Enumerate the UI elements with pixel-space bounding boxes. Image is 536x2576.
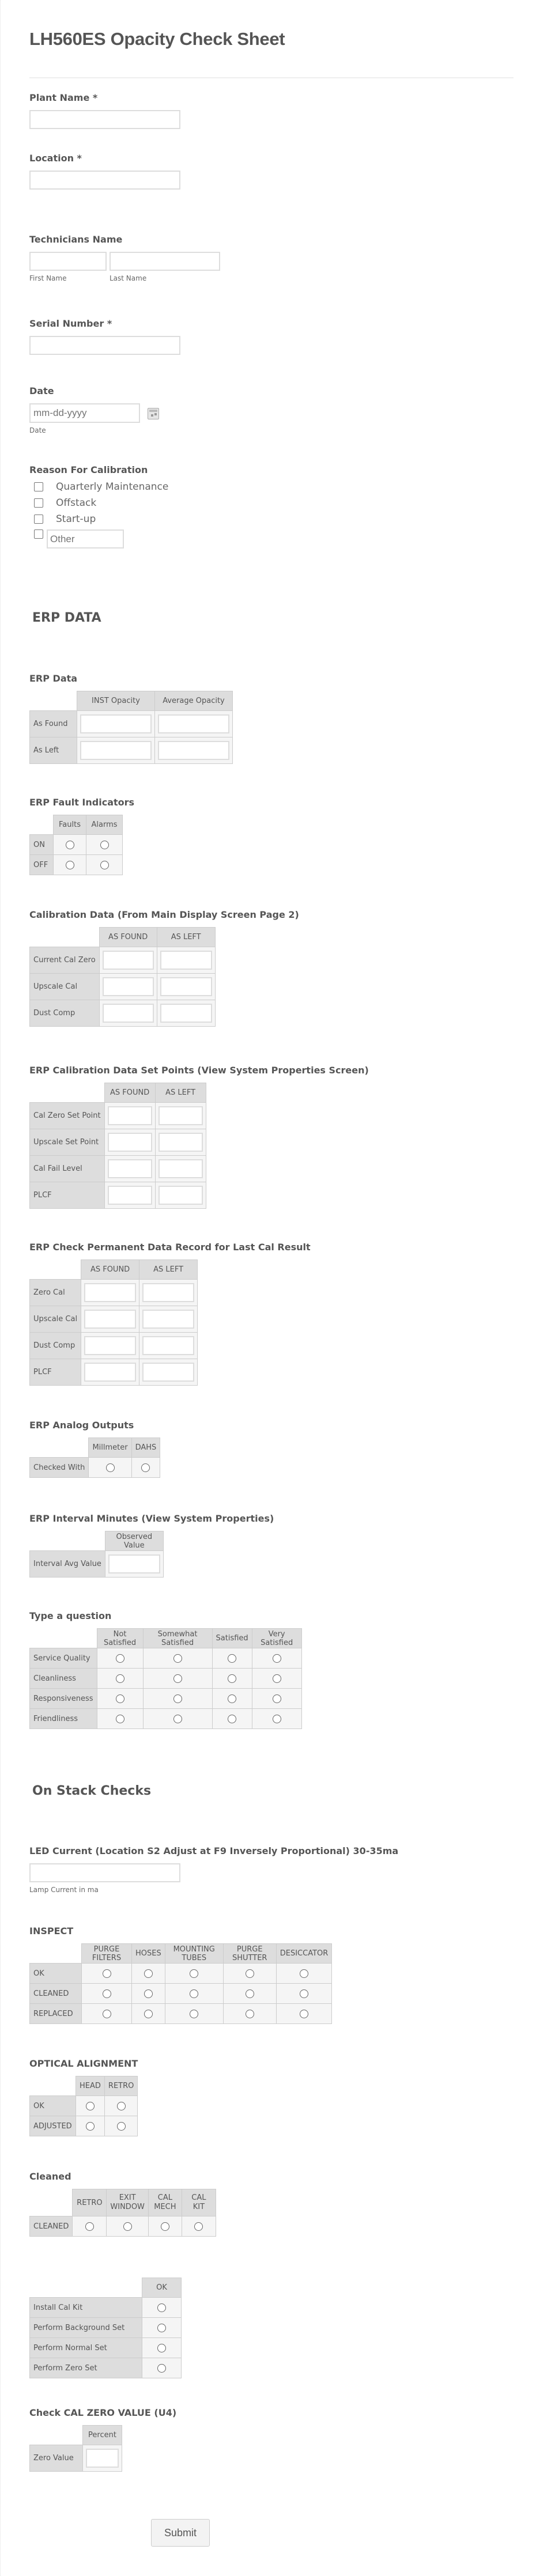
row-label: PLCF: [30, 1182, 105, 1209]
optical-alignment-label: OPTICAL ALIGNMENT: [29, 2058, 138, 2069]
plcf-as-found-input[interactable]: [108, 1186, 152, 1205]
radio-ok-hoses[interactable]: [144, 1969, 153, 1978]
column-header: Very Satisfied: [252, 1629, 301, 1648]
column-header: HEAD: [76, 2076, 105, 2096]
cleaned-label: Cleaned: [29, 2171, 71, 2182]
form-header: [29, 29, 285, 50]
column-header: AS FOUND: [104, 1083, 155, 1103]
row-label: Perform Background Set: [30, 2318, 142, 2338]
radio-perform-zero-set-ok[interactable]: [157, 2364, 166, 2373]
dust-comp-record-as-left-input[interactable]: [142, 1336, 194, 1355]
column-header: OK: [142, 2278, 182, 2298]
upscale-set-point-as-found-input[interactable]: [108, 1133, 152, 1152]
row-label: OK: [30, 1964, 82, 1984]
radio-friendliness-not-satisfied[interactable]: [116, 1715, 124, 1723]
row-label: CLEANED: [30, 2216, 73, 2237]
cal-fail-level-as-found-input[interactable]: [108, 1159, 152, 1178]
column-header: PURGE SHUTTER: [223, 1944, 276, 1964]
radio-replaced-desiccator[interactable]: [300, 2010, 308, 2018]
radio-cleanliness-satisfied[interactable]: [228, 1674, 236, 1683]
other-input[interactable]: [47, 529, 124, 549]
radio-checked-with-dahs[interactable]: [141, 1463, 150, 1472]
column-header: HOSES: [132, 1944, 165, 1964]
row-label: OFF: [30, 855, 54, 875]
row-label: Cal Zero Set Point: [30, 1103, 105, 1129]
row-label: PLCF: [30, 1359, 81, 1386]
calendar-icon[interactable]: [148, 408, 159, 419]
last-name-sublabel: Last Name: [110, 274, 147, 282]
field-erp-calibration-set-points: [29, 1065, 369, 1209]
column-header: DESICCATOR: [276, 1944, 332, 1964]
as-left-inst-opacity-input[interactable]: [80, 741, 152, 760]
radio-ok-purge-filters[interactable]: [103, 1969, 111, 1978]
set-points-matrix: [29, 1083, 206, 1209]
zero-value-percent-input[interactable]: [86, 2449, 119, 2468]
column-header: CAL MECH: [148, 2189, 182, 2216]
radio-cleaned-purge-shutter[interactable]: [246, 1989, 254, 1998]
row-label: ON: [30, 835, 54, 855]
cal-zero-set-point-as-found-input[interactable]: [108, 1106, 152, 1125]
header-divider: [29, 77, 514, 78]
cal-zero-value-matrix: [29, 2425, 122, 2472]
page-title: LH560ES Opacity Check Sheet: [29, 29, 285, 49]
field-permanent-data-record: [29, 1242, 311, 1386]
row-label: REPLACED: [30, 2004, 82, 2024]
plcf-record-as-found-input[interactable]: [84, 1363, 136, 1382]
plant-name-label: Plant Name *: [29, 92, 98, 103]
radio-ok-head[interactable]: [86, 2102, 95, 2110]
upscale-set-point-as-left-input[interactable]: [158, 1133, 203, 1152]
cal-zero-value-label: Check CAL ZERO VALUE (U4): [29, 2407, 177, 2418]
first-name-sublabel: First Name: [29, 274, 67, 282]
first-name-input[interactable]: [29, 252, 107, 271]
row-label: Dust Comp: [30, 1000, 100, 1027]
row-label: Service Quality: [30, 1648, 97, 1669]
upscale-cal-as-found-input[interactable]: [103, 977, 154, 996]
optical-alignment-matrix: [29, 2076, 138, 2136]
field-led-current: [29, 1845, 398, 1894]
submit-button[interactable]: Submit: [151, 2519, 210, 2547]
radio-cleaned-exit-window[interactable]: [123, 2222, 132, 2231]
location-input[interactable]: [29, 171, 180, 190]
reason-option-offstack[interactable]: [34, 497, 168, 509]
checkbox[interactable]: [34, 498, 43, 508]
column-header: Millmeter: [89, 1438, 131, 1458]
checkbox[interactable]: [34, 515, 43, 524]
date-input[interactable]: [29, 403, 140, 423]
row-label: Cal Fail Level: [30, 1156, 105, 1182]
radio-responsiveness-somewhat-satisfied[interactable]: [173, 1694, 182, 1703]
column-header: PURGE FILTERS: [82, 1944, 132, 1964]
fault-indicators-label: ERP Fault Indicators: [29, 797, 135, 808]
dust-comp-as-found-input[interactable]: [103, 1004, 154, 1023]
radio-responsiveness-satisfied[interactable]: [228, 1694, 236, 1703]
radio-cleanliness-very-satisfied[interactable]: [273, 1674, 281, 1683]
option-label: Start-up: [56, 513, 96, 525]
as-found-average-opacity-input[interactable]: [158, 714, 229, 733]
field-optical-alignment: [29, 2058, 138, 2136]
row-label: Zero Cal: [30, 1280, 81, 1306]
column-header: INST Opacity: [77, 691, 155, 711]
column-header: DAHS: [131, 1438, 160, 1458]
radio-ok-purge-shutter[interactable]: [246, 1969, 254, 1978]
column-header: Satisfied: [212, 1629, 252, 1648]
calibration-data-matrix: [29, 927, 216, 1027]
column-header: Somewhat Satisfied: [143, 1629, 212, 1648]
radio-replaced-mounting-tubes[interactable]: [190, 2010, 198, 2018]
column-header: Alarms: [86, 815, 123, 835]
reason-label: Reason For Calibration: [29, 464, 148, 475]
column-header: EXIT WINDOW: [107, 2189, 149, 2216]
radio-service-quality-not-satisfied[interactable]: [116, 1654, 124, 1663]
row-label: Interval Avg Value: [30, 1551, 105, 1578]
column-header: Average Opacity: [155, 691, 233, 711]
row-label: Dust Comp: [30, 1333, 81, 1359]
field-serial-number: [29, 318, 180, 355]
field-erp-data: [29, 673, 233, 764]
date-label: Date: [29, 385, 54, 396]
radio-checked-with-millmeter[interactable]: [106, 1463, 115, 1472]
row-label: Friendliness: [30, 1709, 97, 1729]
radio-cleanliness-somewhat-satisfied[interactable]: [173, 1674, 182, 1683]
field-reason-for-calibration: [29, 464, 168, 553]
column-header: AS LEFT: [157, 928, 215, 947]
radio-friendliness-very-satisfied[interactable]: [273, 1715, 281, 1723]
row-label: Zero Value: [30, 2445, 83, 2472]
reason-option-quarterly-maintenance[interactable]: [34, 481, 168, 493]
current-cal-zero-as-left-input[interactable]: [160, 951, 212, 970]
on-stack-checks-heading: On Stack Checks: [32, 1784, 152, 1798]
field-erp-analog-outputs: [29, 1420, 160, 1478]
radio-replaced-purge-filters[interactable]: [103, 2010, 111, 2018]
interval-minutes-matrix: [29, 1531, 164, 1578]
column-header: AS FOUND: [99, 928, 157, 947]
upscale-cal-as-left-input[interactable]: [160, 977, 212, 996]
row-label: Perform Normal Set: [30, 2338, 142, 2358]
technicians-name-label: Technicians Name: [29, 234, 123, 245]
last-name-input[interactable]: [110, 252, 220, 271]
field-date: [29, 385, 159, 434]
led-current-sublabel: Lamp Current in ma: [29, 1886, 99, 1894]
on-stack-checks-section-header: [32, 1784, 151, 1798]
radio-cleaned-hoses[interactable]: [144, 1989, 153, 1998]
question-label: Type a question: [29, 1610, 112, 1621]
option-label: Quarterly Maintenance: [56, 481, 169, 493]
current-cal-zero-as-found-input[interactable]: [103, 951, 154, 970]
analog-outputs-matrix: [29, 1438, 160, 1478]
erp-data-heading: ERP DATA: [32, 611, 101, 625]
radio-service-quality-very-satisfied[interactable]: [273, 1654, 281, 1663]
as-left-average-opacity-input[interactable]: [158, 741, 229, 760]
cal-zero-set-point-as-left-input[interactable]: [158, 1106, 203, 1125]
upscale-cal-record-as-left-input[interactable]: [142, 1310, 194, 1329]
radio-friendliness-satisfied[interactable]: [228, 1715, 236, 1723]
cal-kit-steps-matrix: [29, 2278, 182, 2378]
serial-number-label: Serial Number *: [29, 318, 112, 329]
permanent-record-label: ERP Check Permanent Data Record for Last Cal Result: [29, 1242, 311, 1253]
radio-ok-desiccator[interactable]: [300, 1969, 308, 1978]
inspect-matrix: [29, 1943, 332, 2024]
led-current-input[interactable]: [29, 1863, 180, 1882]
checkbox[interactable]: [34, 482, 43, 491]
interval-minutes-label: ERP Interval Minutes (View System Properties): [29, 1513, 274, 1524]
radio-perform-normal-set-ok[interactable]: [157, 2344, 166, 2352]
row-label: ADJUSTED: [30, 2116, 76, 2136]
interval-avg-value-input[interactable]: [108, 1554, 160, 1573]
reason-option-other[interactable]: [34, 529, 168, 549]
date-sublabel: Date: [29, 426, 46, 434]
radio-ok-mounting-tubes[interactable]: [190, 1969, 198, 1978]
radio-cleaned-desiccator[interactable]: [300, 1989, 308, 1998]
inspect-label: INSPECT: [29, 1926, 74, 1936]
column-header: AS FOUND: [81, 1260, 139, 1280]
row-label: OK: [30, 2096, 76, 2116]
radio-off-faults[interactable]: [66, 861, 74, 869]
field-type-a-question: [29, 1610, 302, 1729]
field-location: [29, 153, 180, 190]
row-label: Perform Zero Set: [30, 2358, 142, 2378]
radio-install-cal-kit-ok[interactable]: [157, 2303, 166, 2312]
set-points-label: ERP Calibration Data Set Points (View System Properties Screen): [29, 1065, 369, 1076]
radio-replaced-purge-shutter[interactable]: [246, 2010, 254, 2018]
field-plant-name: [29, 92, 180, 129]
column-header: RETRO: [73, 2189, 107, 2216]
column-header: CAL KIT: [182, 2189, 216, 2216]
checkbox[interactable]: [34, 529, 43, 539]
column-header: AS LEFT: [155, 1083, 206, 1103]
row-label: Upscale Set Point: [30, 1129, 105, 1156]
radio-cleaned-cal-mech[interactable]: [161, 2222, 169, 2231]
radio-off-alarms[interactable]: [100, 861, 109, 869]
dust-comp-record-as-found-input[interactable]: [84, 1336, 136, 1355]
location-label: Location *: [29, 153, 82, 164]
radio-service-quality-satisfied[interactable]: [228, 1654, 236, 1663]
erp-data-label: ERP Data: [29, 673, 78, 684]
field-erp-fault-indicators: [29, 797, 134, 875]
radio-cleaned-cal-kit[interactable]: [194, 2222, 203, 2231]
field-erp-interval-minutes: [29, 1513, 274, 1578]
row-label: Cleanliness: [30, 1669, 97, 1689]
calibration-data-label: Calibration Data (From Main Display Screen Page 2): [29, 909, 299, 920]
field-cal-zero-value: [29, 2407, 176, 2472]
radio-cleanliness-not-satisfied[interactable]: [116, 1674, 124, 1683]
upscale-cal-record-as-found-input[interactable]: [84, 1310, 136, 1329]
radio-on-alarms[interactable]: [100, 841, 109, 849]
led-current-label: LED Current (Location S2 Adjust at F9 Inversely Proportional) 30-35ma: [29, 1845, 399, 1856]
serial-number-input[interactable]: [29, 336, 180, 355]
column-header: AS LEFT: [139, 1260, 198, 1280]
zero-cal-as-found-input[interactable]: [84, 1283, 136, 1302]
zero-cal-as-left-input[interactable]: [142, 1283, 194, 1302]
row-label: As Left: [30, 737, 77, 764]
option-label: Offstack: [56, 497, 97, 509]
row-label: Install Cal Kit: [30, 2298, 142, 2318]
row-label: As Found: [30, 711, 77, 737]
radio-friendliness-somewhat-satisfied[interactable]: [173, 1715, 182, 1723]
fault-indicators-matrix: [29, 815, 123, 875]
column-header: Faults: [54, 815, 86, 835]
row-label: Responsiveness: [30, 1689, 97, 1709]
column-header: Percent: [83, 2426, 122, 2445]
radio-cleaned-retro[interactable]: [85, 2222, 94, 2231]
field-technicians-name: [29, 234, 220, 282]
column-header: Observed Value: [105, 1531, 163, 1551]
radio-responsiveness-very-satisfied[interactable]: [273, 1694, 281, 1703]
radio-perform-background-set-ok[interactable]: [157, 2324, 166, 2332]
radio-cleaned-mounting-tubes[interactable]: [190, 1989, 198, 1998]
column-header: MOUNTING TUBES: [165, 1944, 223, 1964]
row-label: Current Cal Zero: [30, 947, 100, 974]
cleaned-matrix: [29, 2189, 216, 2237]
plant-name-input[interactable]: [29, 110, 180, 129]
plcf-as-left-input[interactable]: [158, 1186, 203, 1205]
plcf-record-as-left-input[interactable]: [142, 1363, 194, 1382]
radio-adjusted-head[interactable]: [86, 2122, 95, 2131]
row-label: Checked With: [30, 1458, 89, 1478]
field-cal-kit-steps: [29, 2278, 182, 2378]
permanent-record-matrix: [29, 1259, 198, 1386]
satisfaction-matrix: [29, 1628, 302, 1729]
field-calibration-data: [29, 909, 299, 1027]
radio-ok-retro[interactable]: [117, 2102, 126, 2110]
radio-replaced-hoses[interactable]: [144, 2010, 153, 2018]
erp-data-section-header: [32, 611, 101, 625]
field-inspect: [29, 1926, 332, 2024]
row-label: Upscale Cal: [30, 974, 100, 1000]
field-cleaned: [29, 2171, 216, 2237]
radio-on-faults[interactable]: [66, 841, 74, 849]
row-label: CLEANED: [30, 1984, 82, 2004]
cal-fail-level-as-left-input[interactable]: [158, 1159, 203, 1178]
reason-option-start-up[interactable]: [34, 513, 168, 525]
as-found-inst-opacity-input[interactable]: [80, 714, 152, 733]
erp-data-matrix: [29, 691, 233, 764]
radio-cleaned-purge-filters[interactable]: [103, 1989, 111, 1998]
radio-responsiveness-not-satisfied[interactable]: [116, 1694, 124, 1703]
dust-comp-as-left-input[interactable]: [160, 1004, 212, 1023]
column-header: Not Satisfied: [97, 1629, 143, 1648]
row-label: Upscale Cal: [30, 1306, 81, 1333]
column-header: RETRO: [104, 2076, 137, 2096]
radio-service-quality-somewhat-satisfied[interactable]: [173, 1654, 182, 1663]
radio-adjusted-retro[interactable]: [117, 2122, 126, 2131]
analog-outputs-label: ERP Analog Outputs: [29, 1420, 134, 1431]
